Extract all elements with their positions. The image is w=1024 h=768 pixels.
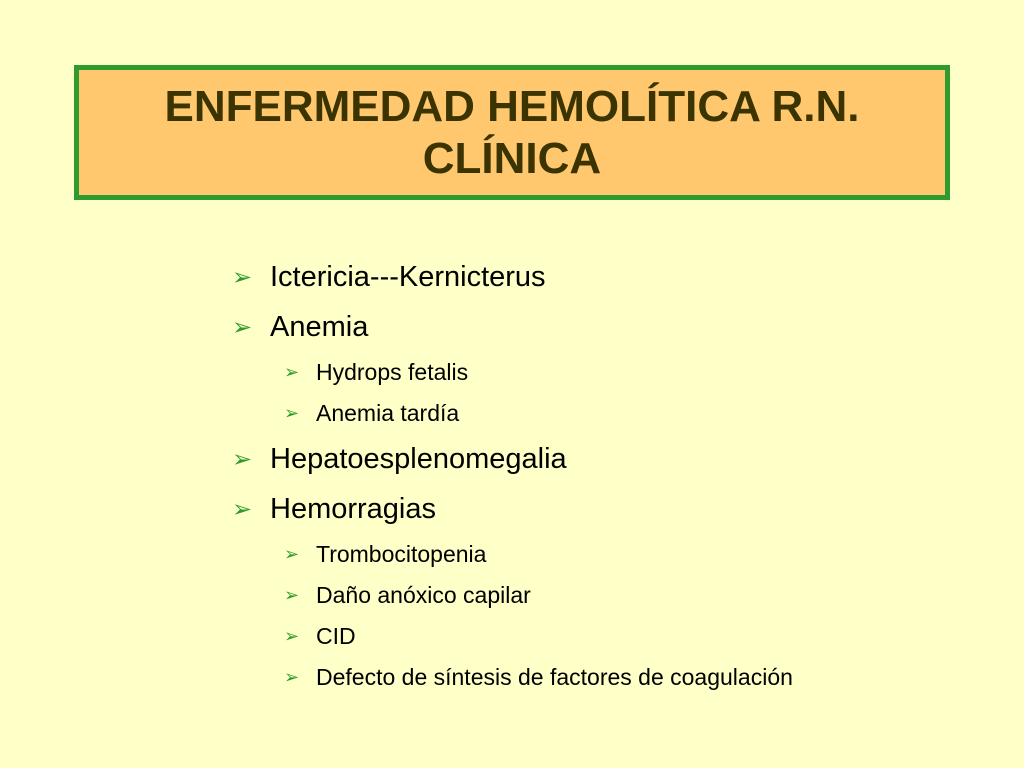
arrow-bullet-icon: ➢ — [284, 544, 300, 564]
sub-list-item — [232, 352, 1012, 393]
sub-list-item — [232, 616, 1012, 657]
arrow-bullet-icon: ➢ — [284, 626, 300, 646]
arrow-bullet-icon: ➢ — [232, 445, 253, 473]
bullet-list — [232, 252, 1012, 698]
sub-list-item-text: Daño anóxico capilar — [316, 582, 531, 608]
sub-list-item — [232, 575, 1012, 616]
arrow-bullet-icon: ➢ — [284, 362, 300, 382]
arrow-bullet-icon: ➢ — [232, 495, 253, 523]
title-line-2: CLÍNICA — [422, 133, 602, 183]
list-item — [232, 434, 1012, 484]
list-item-text: Hepatoesplenomegalia — [270, 442, 567, 475]
sub-list-item — [232, 393, 1012, 434]
arrow-bullet-icon: ➢ — [232, 263, 253, 291]
arrow-bullet-icon: ➢ — [284, 403, 300, 423]
sub-list-item-text: Hydrops fetalis — [316, 359, 469, 385]
list-item-text: Hemorragias — [270, 492, 436, 525]
sub-list-item — [232, 534, 1012, 575]
list-item-text: Anemia — [270, 310, 369, 343]
sub-list-item-text: Trombocitopenia — [316, 541, 487, 567]
sub-list-item-text: Anemia tardía — [316, 400, 460, 426]
list-item — [232, 302, 1012, 352]
title-line-1: ENFERMEDAD HEMOLÍTICA R.N. — [164, 81, 860, 131]
list-item-text: Ictericia---Kernicterus — [270, 260, 546, 293]
sub-list-item-text: CID — [316, 623, 356, 649]
list-item — [232, 484, 1012, 534]
title-box — [74, 65, 950, 200]
sub-list-item-text: Defecto de síntesis de factores de coagulación — [316, 664, 793, 690]
sub-list-item — [232, 657, 1012, 698]
list-item — [232, 252, 1012, 302]
arrow-bullet-icon: ➢ — [232, 313, 253, 341]
arrow-bullet-icon: ➢ — [284, 667, 300, 687]
arrow-bullet-icon: ➢ — [284, 585, 300, 605]
